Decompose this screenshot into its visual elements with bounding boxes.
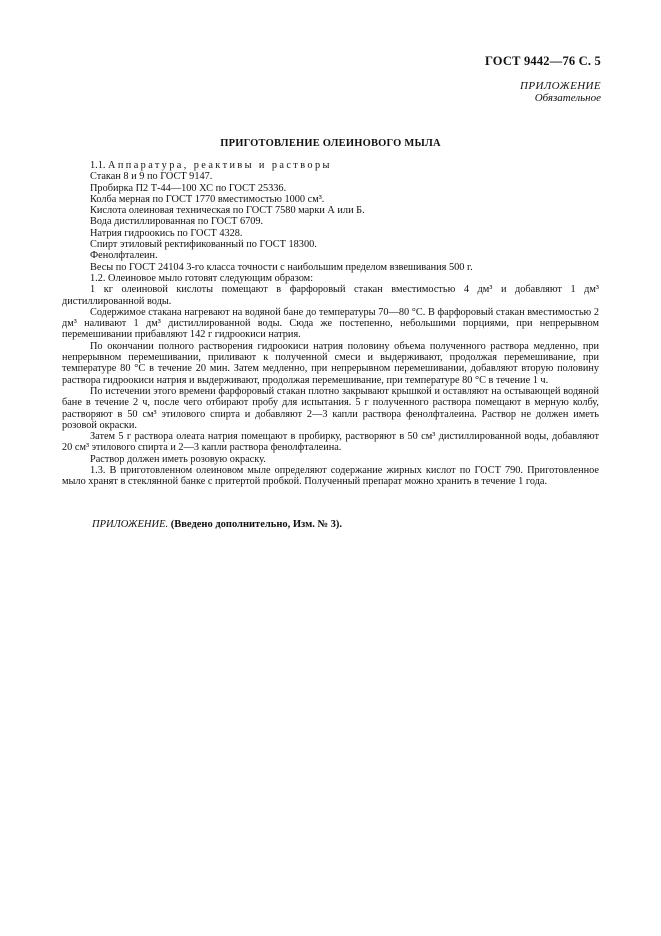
equipment-item: Спирт этиловый ректификованный по ГОСТ 18300. <box>90 239 317 251</box>
equipment-item: Колба мерная по ГОСТ 1770 вместимостью 1000 см³. <box>90 193 325 205</box>
equipment-item: Весы по ГОСТ 24104 3-го класса точности с наибольшим пределом взвешивания 500 г. <box>90 261 473 273</box>
amendment-label: ПРИЛОЖЕНИЕ. <box>92 519 169 530</box>
page-title: ПРИГОТОВЛЕНИЕ ОЛЕИНОВОГО МЫЛА <box>220 138 441 149</box>
procedure-paragraph: Затем 5 г раствора олеата натрия помещают в пробирку, растворяют в 50 см³ дистиллированной воды, добавляют 20 см³ этилового спирта и 2—3 капли раствора фенолфталеина. <box>62 431 599 454</box>
section-heading: Аппаратура, реактивы и растворы <box>108 160 332 171</box>
equipment-item: Пробирка П2 Т-44—100 ХС по ГОСТ 25336. <box>90 182 287 194</box>
amendment-note <box>92 519 342 530</box>
section-1-2-intro: 1.2. Олеиновое мыло готовят следующим образом: <box>90 272 314 284</box>
procedure-paragraph: По окончании полного растворения гидроокиси натрия половину объема полученного раствора медленно, при непрерывном перемешивании, приливают к полученной смеси и выдерживают, продолжая перемешивание, при температуре 80 °С в течение 20 мин. Затем медленно, при непрерывном перемешивании, добавляют вторую половину раствора гидроокиси натрия и выдерживают, продолжая перемешивание, при температуре 80 °С в течение 1 ч. <box>62 340 599 386</box>
procedure-paragraph: Раствор должен иметь розовую окраску. <box>90 453 266 465</box>
section-1-1-heading <box>90 160 599 171</box>
procedure-paragraph: Содержимое стакана нагревают на водяной бане до температуры 70—80 °С. В фарфоровый стакан вместимостью 2 дм³ наливают 1 дм³ дистиллированной воды. Сюда же постепенно, небольшими порциями, при непрерывном перемешивании прибавляют 142 г гидроокиси натрия. <box>62 306 599 341</box>
equipment-item: Вода дистиллированная по ГОСТ 6709. <box>90 216 264 228</box>
procedure-paragraph: 1 кг олеиновой кислоты помещают в фарфоровый стакан вместимостью 4 дм³ и добавляют 1 дм³ дистиллированной воды. <box>62 284 599 307</box>
amendment-text: (Введено дополнительно, Изм. № 3). <box>170 519 343 530</box>
standard-reference: ГОСТ 9442—76 С. 5 <box>484 54 601 68</box>
appendix-label: ПРИЛОЖЕНИЕ <box>520 80 601 92</box>
equipment-item: Кислота олеиновая техническая по ГОСТ 7580 марки А или Б. <box>90 205 365 217</box>
equipment-item: Стакан 8 и 9 по ГОСТ 9147. <box>90 171 213 183</box>
section-1-3-text: 1.3. В приготовленном олеиновом мыле определяют содержание жирных кислот по ГОСТ 790. Приготовленное мыло хранят в стеклянной банке с притертой пробкой. Полученный препарат можно хранить в течение 1 года. <box>62 465 599 488</box>
document-body <box>62 160 599 488</box>
appendix-block <box>520 80 601 104</box>
equipment-item: Фенолфталеин. <box>90 250 158 262</box>
equipment-item: Натрия гидроокись по ГОСТ 4328. <box>90 227 243 239</box>
appendix-status: Обязательное <box>534 92 601 104</box>
section-number: 1.1. <box>90 160 106 171</box>
procedure-paragraph: По истечении этого времени фарфоровый стакан плотно закрывают крышкой и оставляют на остывающей водяной бане в течение 2 ч, после чего отбирают пробу для испытания. 5 г полученного раствора помещают в мерную колбу, растворяют в 50 см³ этилового спирта и добавляют 2—3 капли раствора фенолфталеина. Раствор не должен иметь розовой окраски. <box>62 385 599 431</box>
